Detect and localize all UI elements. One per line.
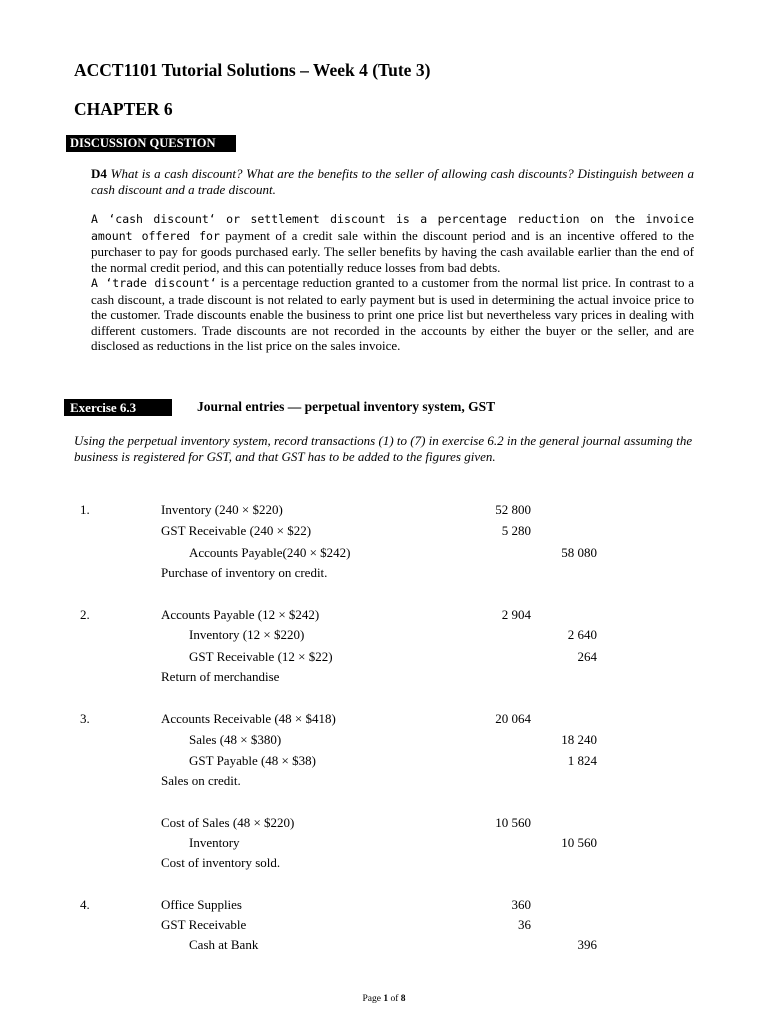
debit-amount: 36 — [518, 917, 531, 932]
account-name: Office Supplies — [161, 897, 242, 912]
journal-row — [0, 916, 768, 934]
journal-row — [0, 668, 768, 686]
discussion-question-label: DISCUSSION QUESTION — [64, 135, 236, 152]
journal-row — [0, 522, 768, 540]
page-number: 1 — [383, 994, 389, 1004]
journal-row — [0, 936, 768, 954]
account-name: Accounts Receivable (48 × $418) — [161, 711, 336, 726]
entry-number: 2. — [80, 607, 90, 622]
account-name: Inventory — [189, 835, 240, 850]
journal-row — [0, 896, 768, 914]
credit-amount: 2 640 — [567, 627, 597, 642]
account-name: Cost of Sales (48 × $220) — [161, 815, 295, 830]
account-name: GST Receivable (240 × $22) — [161, 523, 312, 538]
label-divider — [64, 135, 66, 152]
journal-row — [0, 772, 768, 790]
question-d4 — [91, 166, 694, 198]
journal-row — [0, 648, 768, 666]
journal-row — [0, 626, 768, 644]
account-name: Inventory (12 × $220) — [189, 627, 305, 642]
exercise-instructions: Using the perpetual inventory system, record transactions (1) to (7) in exercise 6.2 in the general journal assuming the business is registered for GST, and that GST has to be added to the figures given. — [74, 433, 693, 464]
journal-row — [0, 834, 768, 852]
journal-row — [0, 731, 768, 749]
debit-amount: 20 064 — [495, 711, 531, 726]
cash-discount-lead: A ‘cash discount‘ or settlement discount is a percentage reduction on the invoice amount offered for — [91, 212, 694, 243]
page-footer — [0, 994, 768, 1004]
debit-amount: 10 560 — [495, 815, 531, 830]
account-name: Sales (48 × $380) — [189, 732, 282, 747]
account-name: Sales on credit. — [161, 773, 241, 788]
answer-text — [91, 211, 694, 354]
exercise-title: Journal entries — perpetual inventory system, GST — [197, 399, 496, 414]
trade-discount-rest: is a percentage reduction granted to a customer from the normal list price. In contrast to a cash discount, a trade discount is not related to early payment but is used in determining the actual invoice price to the customer. Trade discounts enable the business to print one price list but nevertheless vary prices in dealing with different customers. Trade discounts are not recorded in the accounts by either the buyer or the seller, and are disclosed as reductions in the list price on the sales invoice. — [91, 275, 695, 353]
debit-amount: 52 800 — [495, 502, 531, 517]
account-name: Cash at Bank — [189, 937, 259, 952]
journal-row — [0, 606, 768, 624]
journal-row — [0, 854, 768, 872]
account-name: GST Receivable (12 × $22) — [189, 649, 333, 664]
journal-row — [0, 501, 768, 519]
entry-number: 3. — [80, 711, 90, 726]
trade-discount-lead: A ‘trade discount‘ — [91, 276, 217, 290]
credit-amount: 58 080 — [561, 545, 597, 560]
entry-number: 4. — [80, 897, 90, 912]
journal-row — [0, 710, 768, 728]
question-id: D4 — [91, 166, 107, 181]
question-text: What is a cash discount? What are the benefits to the seller of allowing cash discounts? Distinguish between a cash discount and a trade discount. — [91, 166, 694, 197]
journal-row — [0, 752, 768, 770]
chapter-heading: CHAPTER 6 — [74, 99, 173, 119]
exercise-label: Exercise 6.3 — [64, 399, 172, 416]
credit-amount: 10 560 — [561, 835, 597, 850]
account-name: Purchase of inventory on credit. — [161, 565, 328, 580]
account-name: Cost of inventory sold. — [161, 855, 281, 870]
account-name: Return of merchandise — [161, 669, 280, 684]
credit-amount: 1 824 — [567, 753, 597, 768]
entry-number: 1. — [80, 502, 90, 517]
credit-amount: 396 — [577, 937, 597, 952]
account-name: GST Payable (48 × $38) — [189, 753, 316, 768]
debit-amount: 2 904 — [501, 607, 531, 622]
answer-paragraph-2 — [91, 275, 694, 354]
credit-amount: 264 — [577, 649, 597, 664]
journal-row — [0, 814, 768, 832]
account-name: GST Receivable — [161, 917, 247, 932]
answer-paragraph-1 — [91, 211, 694, 275]
debit-amount: 360 — [511, 897, 531, 912]
credit-amount: 18 240 — [561, 732, 597, 747]
journal-row — [0, 544, 768, 562]
page-total: 8 — [400, 994, 406, 1004]
debit-amount: 5 280 — [501, 523, 531, 538]
account-name: Inventory (240 × $220) — [161, 502, 283, 517]
page-word: Page — [362, 994, 381, 1004]
of-word: of — [390, 994, 399, 1004]
account-name: Accounts Payable (12 × $242) — [161, 607, 320, 622]
cash-discount-rest: payment of a credit sale within the discount period and is an incentive offered to the purchaser to pay for goods purchased early. The seller benefits by having the cash available earlier than the end of the normal credit period, and this can potentially reduce losses from bad debts. — [91, 227, 695, 275]
page-title: ACCT1101 Tutorial Solutions – Week 4 (Tute 3) — [74, 60, 431, 80]
account-name: Accounts Payable(240 × $242) — [189, 545, 351, 560]
journal-row — [0, 564, 768, 582]
